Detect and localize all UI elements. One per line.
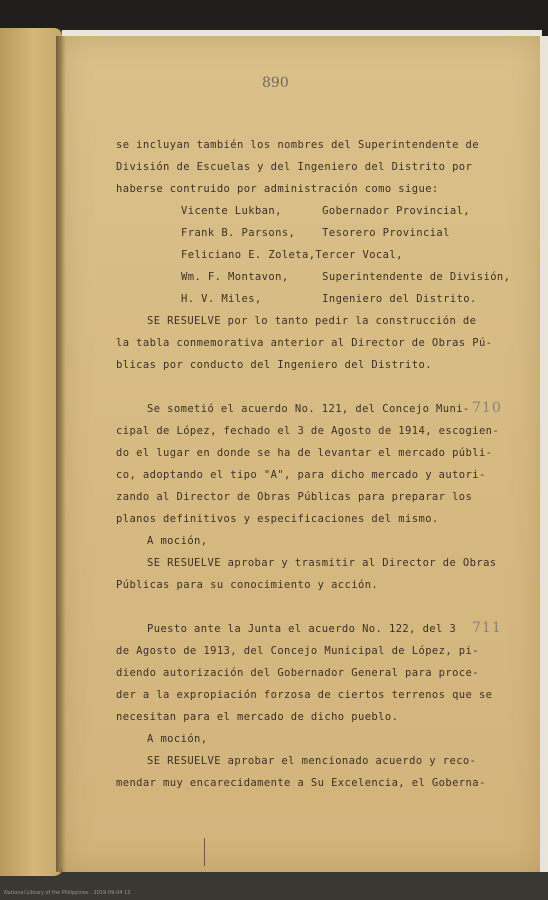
text-line: División de Escuelas y del Ingeniero del Distrito por	[116, 161, 473, 173]
text-line: A moción,	[147, 535, 208, 547]
text-line: Vicente Lukban, Gobernador Provincial,	[181, 205, 471, 217]
page-right-edge	[540, 36, 548, 872]
text-line: SE RESUELVE aprobar y trasmitir al Director de Obras	[147, 557, 497, 569]
text-line: der a la expropiación forzosa de ciertos terrenos que se	[116, 689, 493, 701]
text-line: Wm. F. Montavon, Superintendente de División,	[181, 271, 511, 283]
facing-page-edge	[0, 28, 64, 876]
text-line: la tabla conmemorativa anterior al Director de Obras Pú-	[116, 337, 493, 349]
text-line: Puesto ante la Junta el acuerdo No. 122, del 3	[147, 623, 457, 635]
binding-shadow	[56, 36, 66, 872]
text-line: de Agosto de 1913, del Concejo Municipal de López, pi-	[116, 645, 479, 657]
text-line: Públicas para su conocimiento y acción.	[116, 579, 379, 591]
scan-footer: National Library of the Philippines · 2019-09-04 13	[4, 890, 131, 896]
text-line: SE RESUELVE aprobar el mencionado acuerdo y reco-	[147, 755, 477, 767]
text-line: Frank B. Parsons, Tesorero Provincial	[181, 227, 450, 239]
page-number: 890	[262, 75, 289, 91]
text-line: zando al Director de Obras Públicas para preparar los	[116, 491, 473, 503]
margin-number: 711	[472, 620, 502, 636]
text-line: SE RESUELVE por lo tanto pedir la construcción de	[147, 315, 477, 327]
text-line: Feliciano E. Zoleta,Tercer Vocal,	[181, 249, 403, 261]
text-line: cipal de López, fechado el 3 de Agosto de 1914, escogien-	[116, 425, 500, 437]
text-line: co, adoptando el tipo "A", para dicho mercado y autori-	[116, 469, 486, 481]
text-line: planos definitivos y especificaciones del mismo.	[116, 513, 439, 525]
text-line: haberse contruido por administración como sigue:	[116, 183, 439, 195]
text-line: mendar muy encarecidamente a Su Excelencia, el Goberna-	[116, 777, 486, 789]
text-line: A moción,	[147, 733, 208, 745]
text-line: diendo autorización del Gobernador General para proce-	[116, 667, 479, 679]
text-line: Se sometió el acuerdo No. 121, del Concejo Muni-	[147, 403, 470, 415]
text-line: blicas por conducto del Ingeniero del Distrito.	[116, 359, 432, 371]
text-line: se incluyan también los nombres del Superintendente de	[116, 139, 479, 151]
text-line: necesitan para el mercado de dicho pueblo.	[116, 711, 399, 723]
ink-mark	[204, 838, 205, 866]
text-line: do el lugar en donde se ha de levantar el mercado públi-	[116, 447, 493, 459]
margin-number: 710	[472, 400, 502, 416]
text-line: H. V. Miles, Ingeniero del Distrito.	[181, 293, 477, 305]
